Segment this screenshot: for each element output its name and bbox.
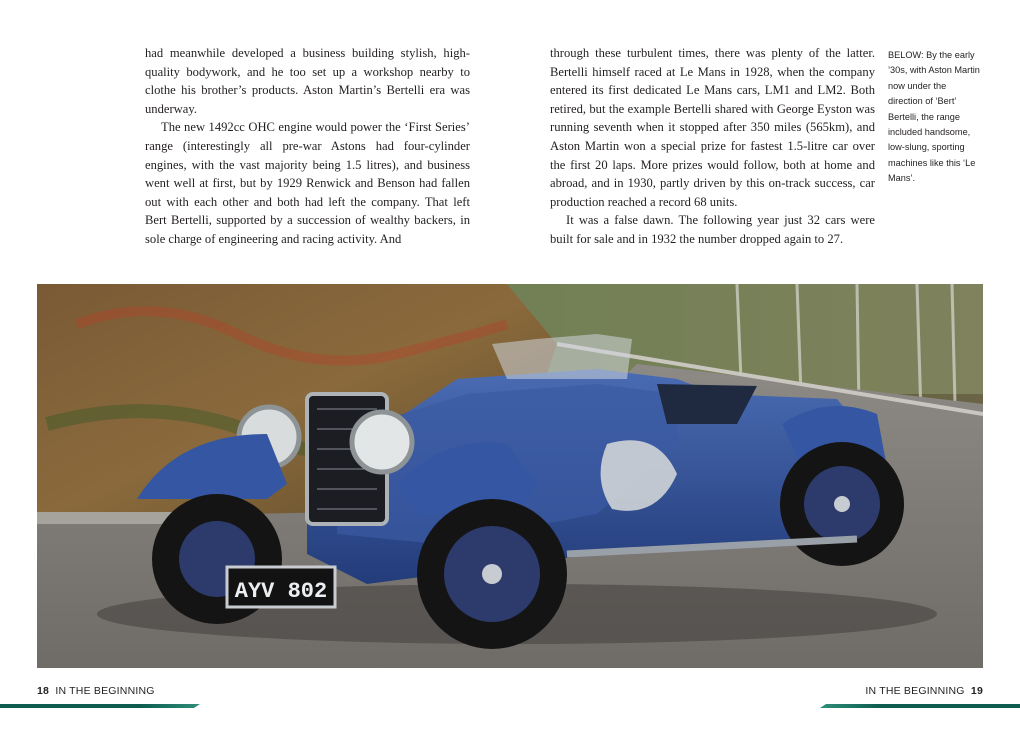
footer-right	[865, 685, 983, 697]
photo-caption: BELOW: By the early ’30s, with Aston Martin now under the direction of ‘Bert’ Bertelli, the range included handsome, low-slung, sporting machines like this ‘Le Mans’.	[888, 50, 980, 184]
left-section-title: IN THE BEGINNING	[55, 685, 155, 697]
middle-text-column	[550, 44, 875, 249]
left-paragraph-2: The new 1492cc OHC engine would power the ‘First Series’ range (interestingly all pre-war Astons had four-cylinder engines, with the vast majority being 1.5 litres), and business went well at first, but by 1929 Renwick and Benson had fallen out with each other and both had left the company. That left Bert Bertelli, supported by a succession of wealthy backers, in sole charge of engineering and racing activity. And	[145, 120, 470, 246]
right-section-title: IN THE BEGINNING	[865, 685, 965, 697]
car-photo	[37, 284, 983, 668]
left-accent-rule	[0, 704, 200, 708]
left-page-number: 18	[37, 685, 50, 697]
right-accent-rule	[820, 704, 1020, 708]
left-text-column	[145, 44, 470, 249]
middle-paragraph-2: It was a false dawn. The following year just 32 cars were built for sale and in 1932 the number dropped again to 27.	[550, 213, 875, 246]
middle-paragraph-1: through these turbulent times, there was plenty of the latter. Bertelli himself raced at Le Mans in 1928, when the company entered its first dedicated Le Mans cars, LM1 and LM2. Both retired, but the example Bertelli shared with George Eyston was running seventh when it stopped after 350 miles (565km), and Aston Martin won a special prize for fastest 1.5-litre car over the first 20 laps. More prizes would follow, both at home and abroad, and in 1930, partly driven by this on-track success, car production reached a record 68 units.	[550, 46, 875, 209]
left-paragraph-1: had meanwhile developed a business building stylish, high-quality bodywork, and he too set up a workshop nearby to clothe his brother’s products. Aston Martin’s Bertelli era was underway.	[145, 46, 470, 116]
number-plate-text: AYV 802	[234, 579, 328, 604]
footer-left	[37, 685, 155, 697]
right-page-number: 19	[970, 685, 983, 697]
